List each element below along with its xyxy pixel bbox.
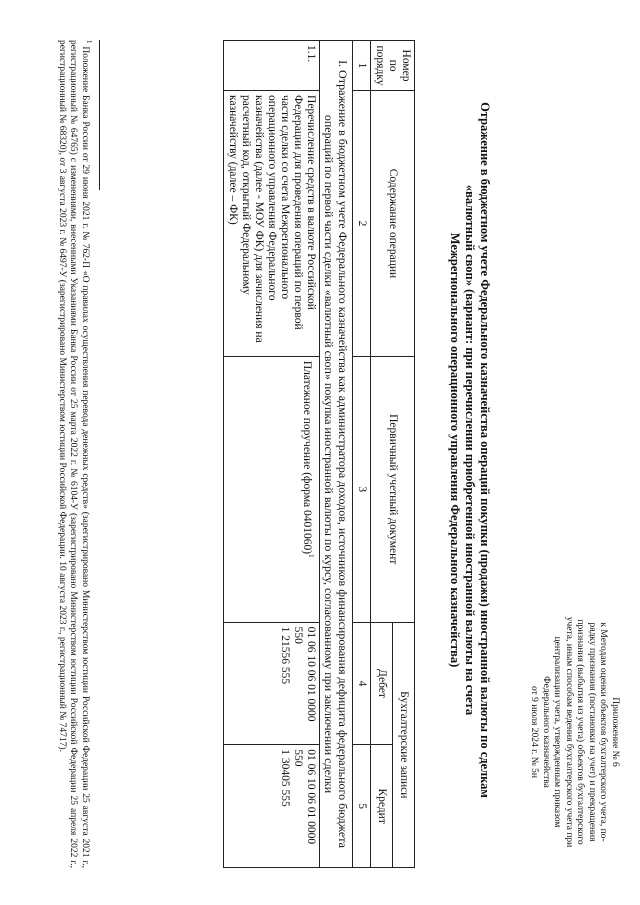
column-number: 2 [353,91,371,357]
title-line: Межрегионального операционного управления Федерального казначейства) [448,232,462,668]
column-number: 4 [353,622,371,745]
header-doc: Первичный учетный документ [371,356,415,622]
footnote [55,40,94,868]
appendix-line: признания (выбытия из учета) объектов бухгалтерского [575,619,586,845]
row-debit-cell [224,622,320,745]
header-debit: Дебет [371,622,393,745]
section-heading: I. Отражение в бюджетном учете Федерального казначейства как администратора доходов, источников финансирования дефицита федерального бюджета операций по первой части сделки «валютный своп» покупка иностранной валюты по курсу, согласованному при заключении сделки [320,41,353,868]
debit-account: 1 21556 555 [279,626,291,685]
document-title [447,60,492,840]
title-line: Отражение в бюджетном учете Федерального казначейства операций покупки (продажи) иностранной валюты по сделкам [478,102,492,798]
title-line: «валютный своп» (вариант: при перечислении приобретенной иностранной валюты на счета [463,184,477,716]
appendix-line: Федерального казначейства [541,676,551,788]
column-number-row [353,41,371,868]
header-num: Номер по порядку [371,41,415,91]
header-content: Содержание операции [371,91,415,357]
row-credit-cell [224,745,320,868]
operations-table [223,40,415,868]
footnote-ref: 1 [307,554,315,558]
credit-account: 01 06 10 06 01 0000 550 [292,749,317,845]
row-content: Перечисление средств в валюте Российской Федерации для проведения операций по первой части сделки со счета Межрегионального операционного управления Федерального казначейства (далее - МОУ ФК) для зачисления на расчетный код, открытый Федеральному казначейству (далее – ФК) [224,91,320,357]
header-entries: Бухгалтерские записи [393,622,415,867]
appendix-line: от 9 июля 2024 г. № 5н [529,686,540,778]
appendix-line: рядку признания (постановки на учет) и прекращения [587,622,597,842]
header-credit: Кредит [371,745,393,868]
column-number: 5 [353,745,371,868]
appendix-line: централизации учета, утвержденным приказом [552,636,563,828]
footnote-text: Положение Банка России от 29 июня 2021 г. № 762-П «О правилах осуществления перевода денежных средств» (зарегистрировано Министерством юстиции Российской Федерации 25 августа 2021 г., регистрационный № 64765) с изменениями, внесенными Указаниями Банка России от 25 марта 2022 г. № 6104-У (зарегистрировано Министерством юстиции Российской Федерации 25 апреля 2022 г., регистрационный № 68320), от 3 августа 2023 г. № 6497-У (зарегистрировано Министерством юстиции Российской Федерации. 10 августа 2023 г., регистрационный № 74717). [56,40,90,868]
appendix-line: к Методам оценки объектов бухгалтерского учета, по- [598,622,609,842]
appendix-header [528,607,620,857]
row-doc: Платежное поручение (форма 0401060) [301,360,314,555]
debit-account: 01 06 10 06 01 0000 550 [292,626,317,722]
table-row [224,41,320,868]
column-number: 1 [353,41,371,91]
footnote-divider [99,40,100,190]
appendix-line: Приложение № 6 [610,697,620,767]
footnote-mark: 1 [85,40,93,44]
row-num: 1.1. [224,41,320,91]
header-row [393,41,415,868]
column-number: 3 [353,356,371,622]
section-row [320,41,353,868]
appendix-line: учета, иным способам ведения бухгалтерского учета при [564,616,574,848]
credit-account: 1 30405 555 [279,749,291,807]
row-doc-cell [224,356,320,622]
